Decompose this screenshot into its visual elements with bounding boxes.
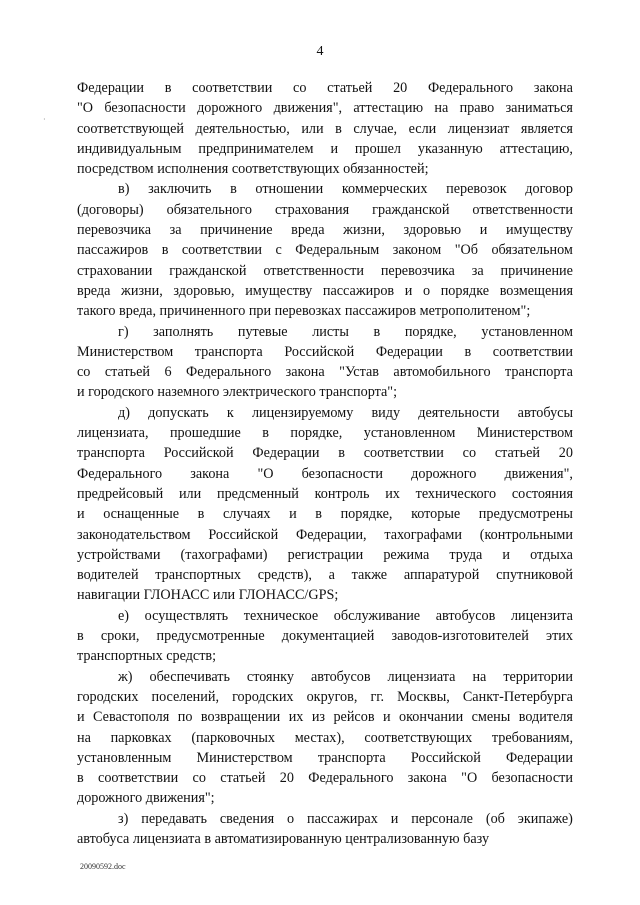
text-line: городских поселений, городских округов, гг. Москвы, Санкт-Петербурга xyxy=(77,688,573,705)
text-line: в сроки, предусмотренные документацией заводов-изготовителей этих xyxy=(77,628,573,645)
text-line: со статьей 6 Федерального закона "Устав автомобильного транспорта xyxy=(77,364,573,381)
text-line: навигации ГЛОНАСС или ГЛОНАСС/GPS; xyxy=(77,587,339,604)
text-line: водителей транспортных средств), а также аппаратурой спутниковой xyxy=(77,567,573,584)
text-line: Федерального закона "О безопасности дорожного движения", xyxy=(77,465,573,482)
paragraph-p_e xyxy=(77,606,573,667)
text-line: лицензиата, прошедшие в порядке, установленном Министерством xyxy=(77,425,573,442)
paragraph-p0 xyxy=(77,78,573,179)
page-number: 4 xyxy=(316,44,324,59)
text-line: соответствующей деятельностью, или в случае, если лицензиат является xyxy=(77,120,573,137)
text-line: ж) обеспечивать стоянку автобусов лицензиата на территории xyxy=(118,668,573,685)
text-line: на парковках (парковочных местах), соответствующих требованиям, xyxy=(77,729,573,746)
text-line: посредством исполнения соответствующих обязанностей; xyxy=(77,161,429,178)
margin-mark: · xyxy=(43,115,46,124)
text-line: Федерации в соответствии со статьей 20 Федерального закона xyxy=(77,80,573,96)
text-line: установленным Министерством транспорта Российской Федерации xyxy=(77,749,573,766)
paragraph-p_g xyxy=(77,322,573,403)
text-line: автобуса лицензиата в автоматизированную централизованную базу xyxy=(77,830,490,847)
text-line: перевозчика за причинение вреда жизни, здоровью и имуществу xyxy=(77,222,573,239)
text-line: в соответствии со статьей 20 Федерального закона "О безопасности xyxy=(77,770,573,787)
text-line: в) заключить в отношении коммерческих перевозок договор xyxy=(118,181,573,198)
text-line: устройствами (тахографами) регистрации режима труда и отдыха xyxy=(77,546,573,563)
paragraph-p_zh xyxy=(77,667,573,809)
document-body xyxy=(77,78,573,849)
text-line: и городского наземного электрического транспорта"; xyxy=(77,384,398,401)
text-line: е) осуществлять техническое обслуживание автобусов лицензита xyxy=(118,607,573,624)
paragraph-p_z xyxy=(77,809,573,850)
text-line: г) заполнять путевые листы в порядке, установленном xyxy=(118,323,573,340)
text-line: пассажиров в соответствии с Федеральным законом "Об обязательном xyxy=(77,242,573,259)
text-line: транспорта Российской Федерации в соответствии со статьей 20 xyxy=(77,445,573,462)
text-line: страховании гражданской ответственности перевозчика за причинение xyxy=(77,262,573,279)
text-line: законодательством Российской Федерации, тахографами (контрольными xyxy=(77,526,573,543)
text-line: такого вреда, причиненного при перевозках пассажиров метрополитеном"; xyxy=(77,303,531,320)
footer-filename: 20090592.doc xyxy=(80,862,126,871)
text-line: индивидуальным предпринимателем и прошел указанную аттестацию, xyxy=(77,140,573,157)
text-line: и Севастополя по возвращении их из рейсов и окончании смены водителя xyxy=(77,709,573,726)
text-line: транспортных средств; xyxy=(77,648,217,665)
paragraph-p_v xyxy=(77,179,573,321)
text-line: предрейсовый или предсменный контроль их технического состояния xyxy=(77,485,573,502)
text-line: вреда жизни, здоровью, имуществу пассажиров и о порядке возмещения xyxy=(77,282,573,299)
text-line: (договоры) обязательного страхования гражданской ответственности xyxy=(77,201,573,218)
text-line: з) передавать сведения о пассажирах и персонале (об экипаже) xyxy=(118,810,573,827)
text-line: Министерством транспорта Российской Федерации в соответствии xyxy=(77,343,573,360)
text-line: дорожного движения"; xyxy=(77,790,215,807)
text-line: и оснащенные в случаях и в порядке, которые предусмотрены xyxy=(77,506,573,523)
text-line: д) допускать к лицензируемому виду деятельности автобусы xyxy=(118,404,573,421)
paragraph-p_d xyxy=(77,403,573,606)
text-line: "О безопасности дорожного движения", аттестацию на право заниматься xyxy=(77,100,573,117)
